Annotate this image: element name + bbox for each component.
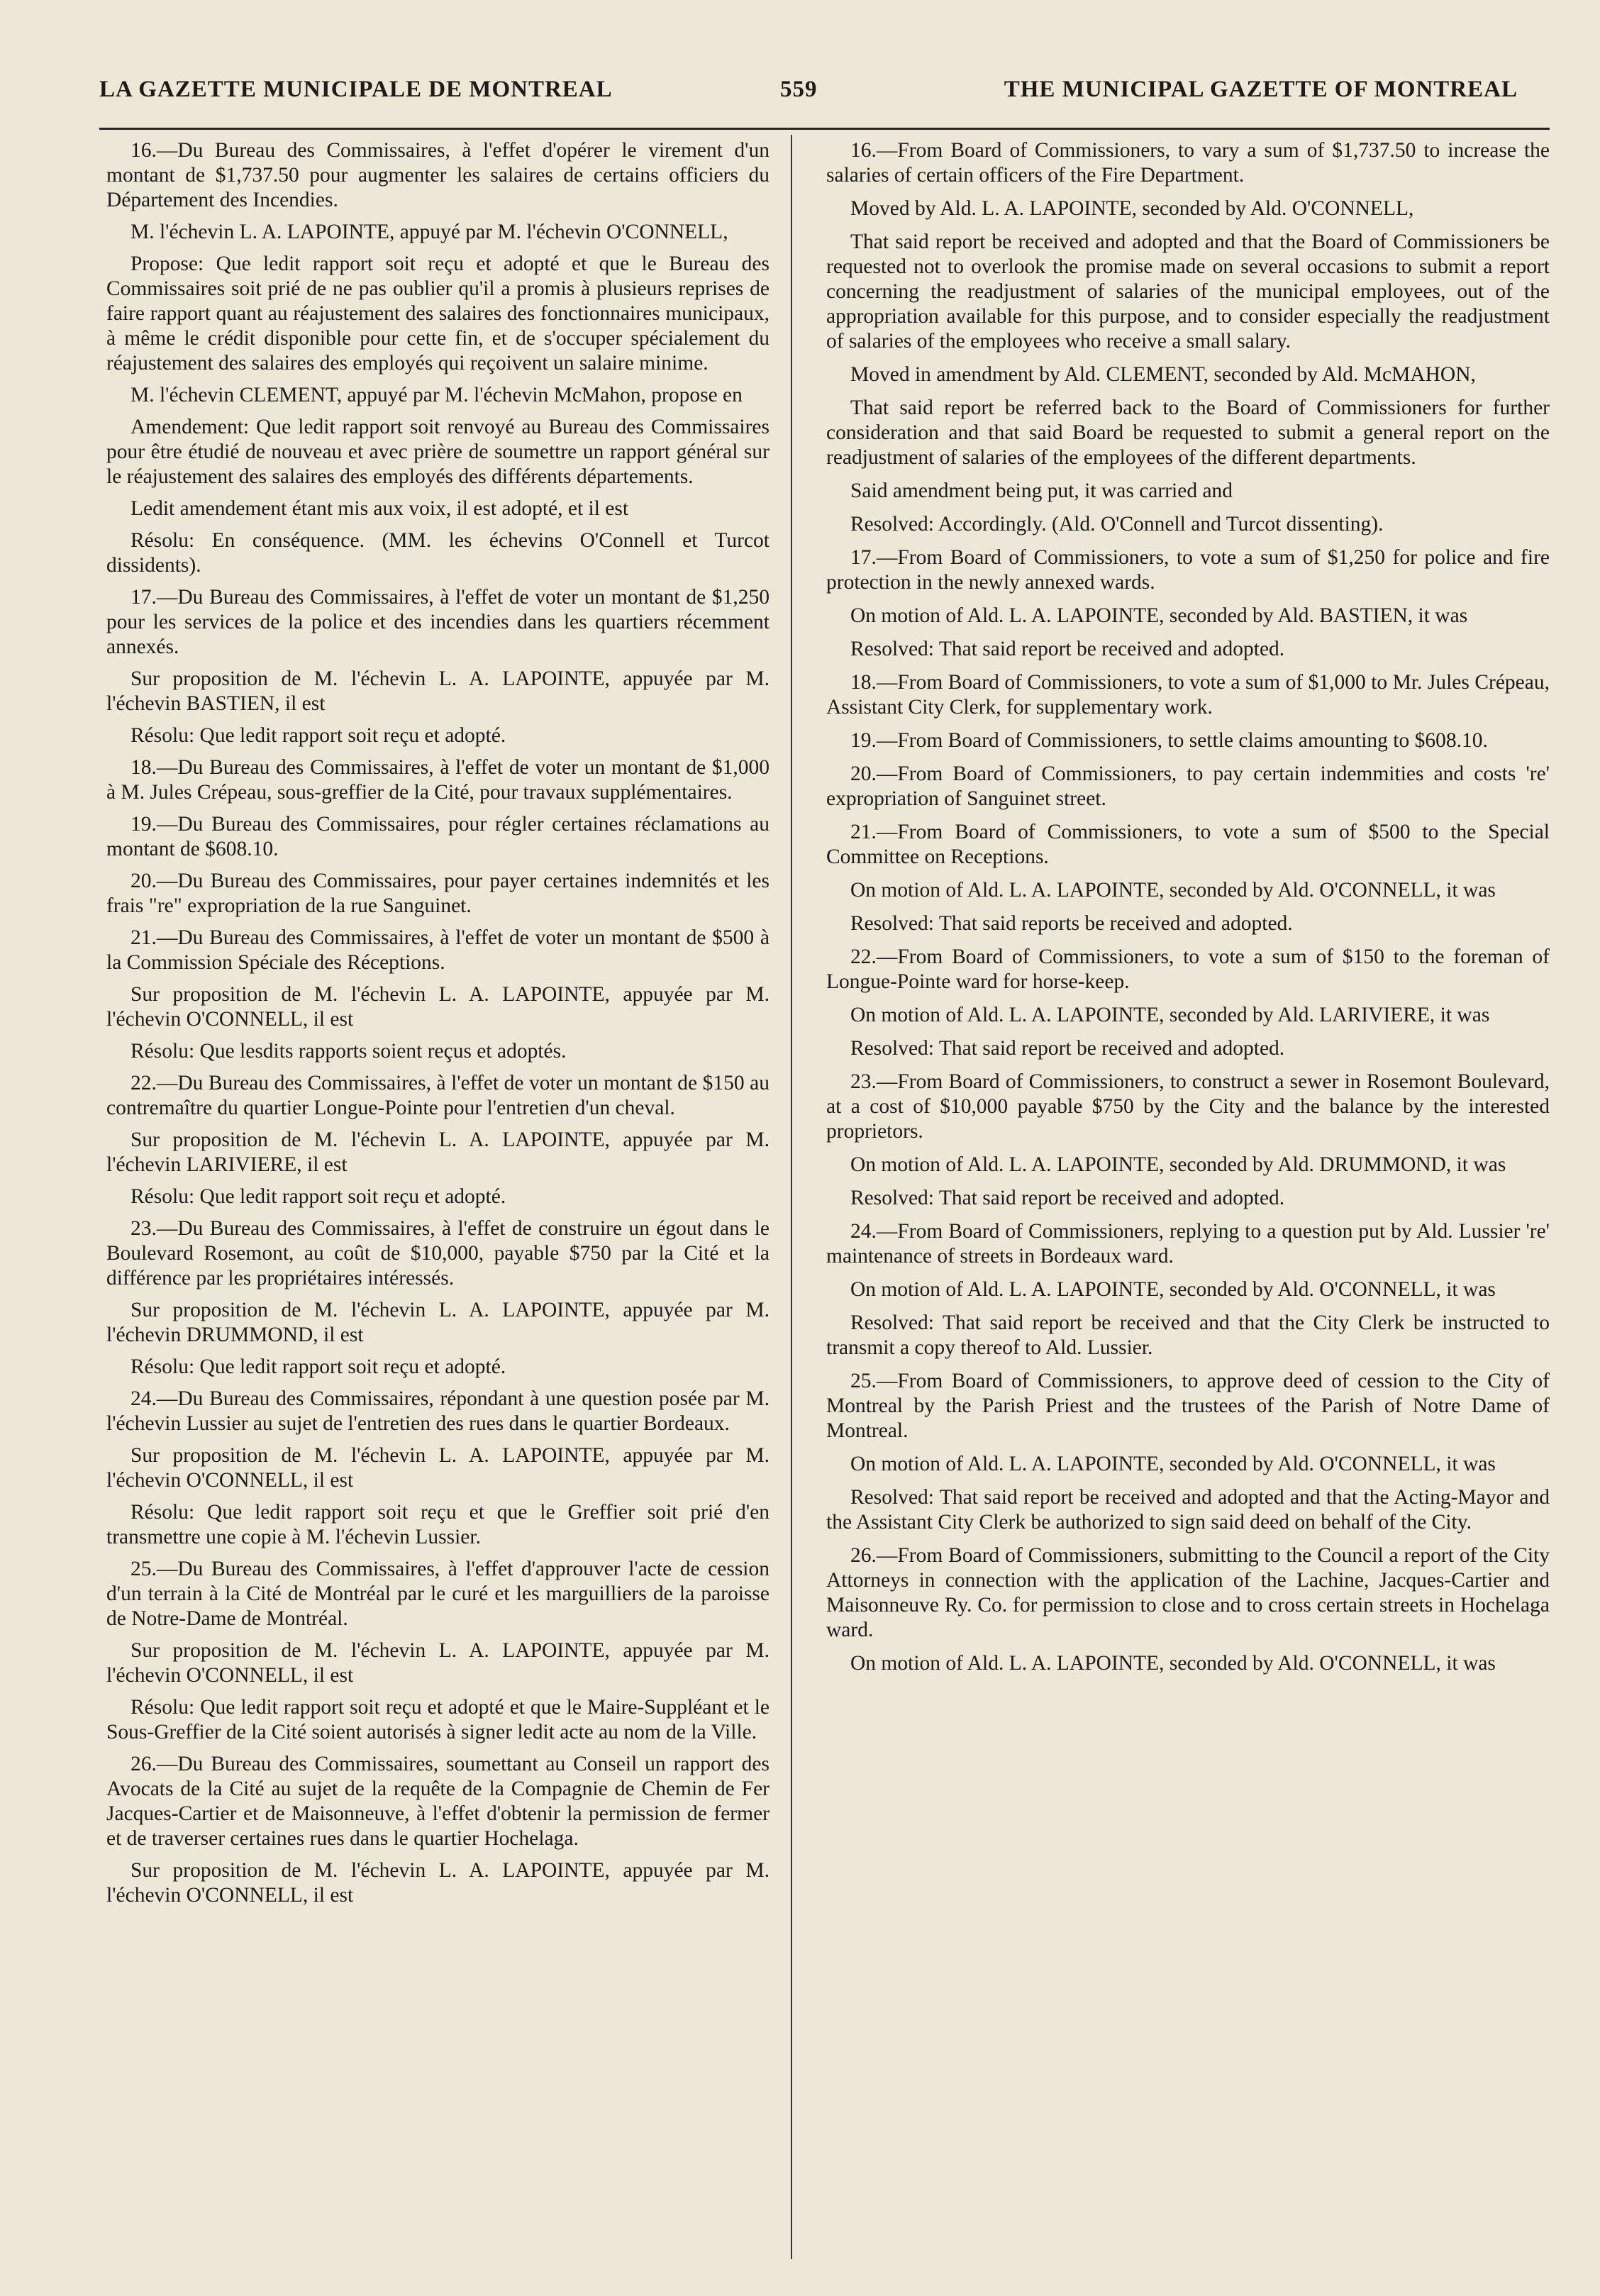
page-number: 559 [780,77,818,102]
paragraph: On motion of Ald. L. A. LAPOINTE, seconded by Ald. DRUMMOND, it was [850,1153,1506,1176]
header-french-title: LA GAZETTE MUNICIPALE DE MONTREAL [99,77,613,102]
paragraph: Résolu: Que ledit rapport soit reçu et adopté et que le Maire-Suppléant et le Sous-Greffier de la Cité soient autorisés à signer ledit acte au nom de la Ville. [106,1696,770,1743]
paragraph: 22.—Du Bureau des Commissaires, à l'effet de voter un montant de $150 au contremaître du quartier Longue-Pointe pour l'entretien d'un cheval. [106,1072,770,1119]
page-header [99,71,1518,121]
paragraph: M. l'échevin L. A. LAPOINTE, appuyé par M. l'échevin O'CONNELL, [130,221,728,243]
paragraph: Résolu: Que ledit rapport soit reçu et que le Greffier soit prié d'en transmettre une copie à M. l'échevin Lussier. [106,1501,770,1548]
paragraph: Résolu: En conséquence. (MM. les échevins O'Connell et Turcot dissidents). [106,529,770,577]
paragraph: On motion of Ald. L. A. LAPOINTE, seconded by Ald. O'CONNELL, it was [850,1278,1496,1301]
paragraph: 17.—Du Bureau des Commissaires, à l'effet de voter un montant de $1,250 pour les services de la police et des incendies dans les quartiers récemment annexés. [106,586,770,658]
header-rule [99,128,1550,130]
french-column [106,138,770,1915]
paragraph: Résolu: Que ledit rapport soit reçu et adopté. [130,1355,506,1378]
paragraph: Resolved: Accordingly. (Ald. O'Connell and Turcot dissenting). [850,513,1384,536]
paragraph: Ledit amendement étant mis aux voix, il est adopté, et il est [130,497,629,520]
paragraph: 26.—Du Bureau des Commissaires, soumettant au Conseil un rapport des Avocats de la Cité au sujet de la requête de la Compagnie de Chemin de Fer Jacques-Cartier et de Maisonneuve, à l'effet d'obtenir la permission de fermer et de traverser certaines rues dans le quartier Hochelaga. [106,1753,770,1850]
paragraph: 18.—From Board of Commissioners, to vote a sum of $1,000 to Mr. Jules Crépeau, Assistant City Clerk, for supplementary work. [826,671,1550,719]
paragraph: That said report be referred back to the Board of Commissioners for further consideration and that said Board be requested to submit a general report on the readjustment of salaries of the employees of the different departments. [826,396,1550,469]
paragraph: 24.—From Board of Commissioners, replying to a question put by Ald. Lussier 're' maintenance of streets in Bordeaux ward. [826,1220,1550,1268]
paragraph: On motion of Ald. L. A. LAPOINTE, seconded by Ald. O'CONNELL, it was [850,1652,1496,1675]
paragraph: 25.—From Board of Commissioners, to approve deed of cession to the City of Montreal by the Parish Priest and the trustees of the Parish of Notre Dame of Montreal. [826,1370,1550,1442]
paragraph: Propose: Que ledit rapport soit reçu et adopté et que le Bureau des Commissaires soit prié de ne pas oublier qu'il a promis à plusieurs reprises de faire rapport quant au réajustement des salaires des fonctionnaires municipaux, à même le crédit disponible pour cette fin, et de s'occuper spécialement du réajustement des salaires des employés qui reçoivent un salaire minime. [106,253,770,375]
paragraph: 25.—Du Bureau des Commissaires, à l'effet d'approuver l'acte de cession d'un terrain à la Cité de Montréal par le curé et les marguilliers de la paroisse de Notre-Dame de Montréal. [106,1558,770,1630]
paragraph: On motion of Ald. L. A. LAPOINTE, seconded by Ald. LARIVIERE, it was [850,1004,1490,1026]
paragraph: Resolved: That said report be received and adopted. [850,1187,1285,1209]
paragraph: Resolved: That said report be received and adopted. [850,1037,1285,1060]
paragraph: Sur proposition de M. l'échevin L. A. LAPOINTE, appuyée par M. l'échevin O'CONNELL, il est [106,1444,770,1492]
paragraph: Résolu: Que ledit rapport soit reçu et adopté. [130,1185,506,1208]
header-english-title: THE MUNICIPAL GAZETTE OF MONTREAL [1004,77,1518,102]
paragraph: Résolu: Que lesdits rapports soient reçus et adoptés. [130,1040,567,1063]
paragraph: Résolu: Que ledit rapport soit reçu et adopté. [130,724,506,747]
paragraph: Sur proposition de M. l'échevin L. A. LAPOINTE, appuyée par M. l'échevin DRUMMOND, il est [106,1299,770,1346]
paragraph: Resolved: That said report be received and adopted. [850,638,1285,660]
paragraph: 19.—Du Bureau des Commissaires, pour régler certaines réclamations au montant de $608.10. [106,813,770,860]
paragraph: Sur proposition de M. l'échevin L. A. LAPOINTE, appuyée par M. l'échevin BASTIEN, il est [106,667,770,715]
paragraph: Sur proposition de M. l'échevin L. A. LAPOINTE, appuyée par M. l'échevin LARIVIERE, il est [106,1128,770,1176]
paragraph: Amendement: Que ledit rapport soit renvoyé au Bureau des Commissaires pour être étudié de nouveau et avec prière de soumettre un rapport général sur le réajustement des salaires des employés des différents départements. [106,416,770,488]
paragraph: Resolved: That said report be received and that the City Clerk be instructed to transmit a copy thereof to Ald. Lussier. [826,1311,1550,1359]
paragraph: Moved in amendment by Ald. CLEMENT, seconded by Ald. McMAHON, [850,363,1476,386]
paragraph: Moved by Ald. L. A. LAPOINTE, seconded by Ald. O'CONNELL, [850,197,1414,220]
paragraph: 23.—Du Bureau des Commissaires, à l'effet de construire un égout dans le Boulevard Rosemont, au coût de $10,000, payable $750 par la Cité et la différence par les propriétaires intéressés. [106,1217,770,1290]
paragraph: 19.—From Board of Commissioners, to settle claims amounting to $608.10. [850,729,1488,752]
paragraph: 22.—From Board of Commissioners, to vote a sum of $150 to the foreman of Longue-Pointe ward for horse-keep. [826,945,1550,993]
paragraph: Sur proposition de M. l'échevin L. A. LAPOINTE, appuyée par M. l'échevin O'CONNELL, il est [106,983,770,1031]
paragraph: 20.—Du Bureau des Commissaires, pour payer certaines indemnités et les frais "re" expropriation de la rue Sanguinet. [106,870,770,917]
paragraph: Sur proposition de M. l'échevin L. A. LAPOINTE, appuyée par M. l'échevin O'CONNELL, il est [106,1639,770,1687]
paragraph: 26.—From Board of Commissioners, submitting to the Council a report of the City Attorneys in connection with the application of the Lachine, Jacques-Cartier and Maisonneuve Ry. Co. for permission to close and to cross certain streets in Hochelaga ward. [826,1544,1550,1641]
paragraph: M. l'échevin CLEMENT, appuyé par M. l'échevin McMahon, propose en [130,384,743,406]
paragraph: Resolved: That said reports be received and adopted. [850,912,1293,935]
paragraph: 24.—Du Bureau des Commissaires, répondant à une question posée par M. l'échevin Lussier au sujet de l'entretien des rues dans le quartier Bordeaux. [106,1387,770,1435]
paragraph: 23.—From Board of Commissioners, to construct a sewer in Rosemont Boulevard, at a cost of $10,000 payable $750 by the City and the balance by the interested proprietors. [826,1070,1550,1143]
english-column [826,138,1550,1685]
paragraph: 20.—From Board of Commissioners, to pay certain indemmities and costs 're' expropriation of Sanguinet street. [826,762,1550,810]
paragraph: On motion of Ald. L. A. LAPOINTE, seconded by Ald. O'CONNELL, it was [850,1453,1496,1475]
paragraph: 17.—From Board of Commissioners, to vote a sum of $1,250 for police and fire protection in the newly annexed wards. [826,546,1550,594]
paragraph: That said report be received and adopted and that the Board of Commissioners be requested not to overlook the promise made on several occasions to submit a report concerning the readjustment of salaries of the municipal employees, out of the appropriation available for this purpose, and to consider especially the readjustment of salaries of the employees who receive a small salary. [826,231,1550,353]
paragraph: 16.—From Board of Commissioners, to vary a sum of $1,737.50 to increase the salaries of certain officers of the Fire Department. [826,139,1550,187]
paragraph: 18.—Du Bureau des Commissaires, à l'effet de voter un montant de $1,000 à M. Jules Crépeau, sous-greffier de la Cité, pour travaux supplémentaires. [106,756,770,804]
paragraph: 21.—Du Bureau des Commissaires, à l'effet de voter un montant de $500 à la Commission Spéciale des Réceptions. [106,926,770,974]
paragraph: 16.—Du Bureau des Commissaires, à l'effet d'opérer le virement d'un montant de $1,737.50 pour augmenter les salaires de certains officiers du Département des Incendies. [106,139,770,211]
paragraph: 21.—From Board of Commissioners, to vote a sum of $500 to the Special Committee on Receptions. [826,821,1550,868]
column-divider [791,135,792,2259]
paragraph: Said amendment being put, it was carried and [850,479,1233,502]
paragraph: On motion of Ald. L. A. LAPOINTE, seconded by Ald. O'CONNELL, it was [850,879,1496,902]
paragraph: Sur proposition de M. l'échevin L. A. LAPOINTE, appuyée par M. l'échevin O'CONNELL, il est [106,1859,770,1907]
paragraph: Resolved: That said report be received and adopted and that the Acting-Mayor and the Assistant City Clerk be authorized to sign said deed on behalf of the City. [826,1486,1550,1534]
paragraph: On motion of Ald. L. A. LAPOINTE, seconded by Ald. BASTIEN, it was [850,604,1468,627]
